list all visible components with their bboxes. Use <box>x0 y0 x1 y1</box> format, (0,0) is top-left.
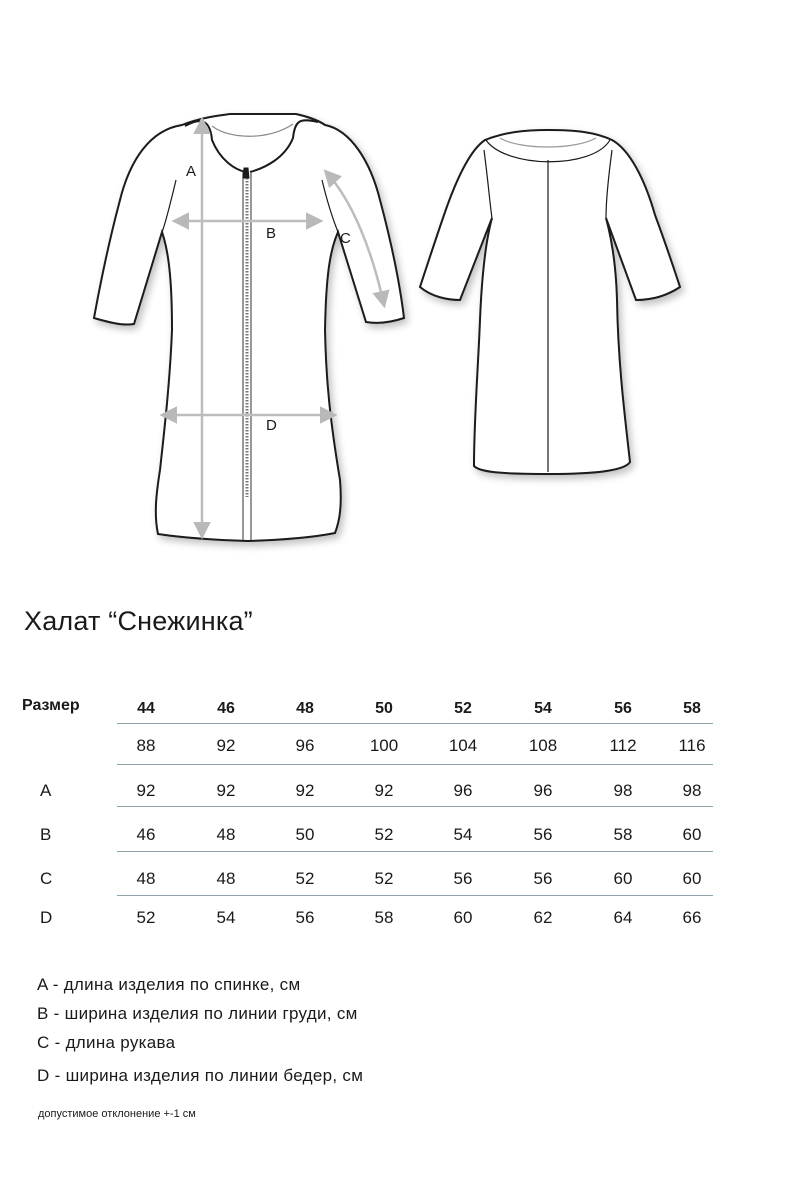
table-cell: 52 <box>374 869 394 888</box>
size-header-cell: 44 <box>137 700 155 717</box>
legend-d: D - ширина изделия по линии бедер, см <box>37 1066 364 1085</box>
table-cell: 96 <box>533 781 553 800</box>
table-rule <box>117 764 713 765</box>
table-cell: 60 <box>453 908 473 927</box>
legend-a: A - длина изделия по спинке, см <box>37 975 301 994</box>
garment-illustration <box>0 0 800 580</box>
girth-cell: 92 <box>216 736 236 755</box>
table-rule <box>117 895 713 896</box>
table-cell: 56 <box>533 869 553 888</box>
table-cell: 56 <box>295 908 315 927</box>
size-column-label: Размер <box>22 697 80 714</box>
back-view <box>420 130 680 474</box>
table-cell: 54 <box>216 908 236 927</box>
table-cell: 92 <box>136 781 156 800</box>
size-header-cell: 56 <box>614 700 632 717</box>
legend-b: B - ширина изделия по линии груди, см <box>37 1004 358 1023</box>
table-cell: 66 <box>682 908 702 927</box>
table-cell: 98 <box>613 781 633 800</box>
table-cell: 56 <box>533 825 553 844</box>
girth-cell: 88 <box>136 736 156 755</box>
size-header-cell: 50 <box>375 700 393 717</box>
product-title: Халат “Снежинка” <box>24 606 253 636</box>
girth-cell: 116 <box>678 736 706 755</box>
back-body-outline <box>420 130 680 474</box>
table-cell: 60 <box>682 825 702 844</box>
girth-cell: 96 <box>295 736 315 755</box>
label-a: A <box>186 163 197 180</box>
table-rule <box>117 806 713 807</box>
zipper-pull <box>243 168 249 178</box>
row-label: D <box>40 908 53 927</box>
table-cell: 60 <box>613 869 633 888</box>
girth-cell: 108 <box>528 736 558 755</box>
table-cell: 48 <box>216 825 236 844</box>
table-rule <box>117 851 713 852</box>
table-cell: 92 <box>374 781 394 800</box>
table-cell: 98 <box>682 781 702 800</box>
size-header-cell: 54 <box>534 700 552 717</box>
table-cell: 52 <box>374 825 394 844</box>
table-cell: 48 <box>216 869 236 888</box>
label-b: B <box>266 225 277 242</box>
girth-cell: 104 <box>448 736 478 755</box>
table-cell: 62 <box>533 908 553 927</box>
girth-cell: 112 <box>609 736 637 755</box>
table-cell: 54 <box>453 825 473 844</box>
table-cell: 52 <box>136 908 156 927</box>
size-header-cell: 58 <box>683 700 701 717</box>
row-label: A <box>40 781 52 800</box>
table-cell: 60 <box>682 869 702 888</box>
table-cell: 58 <box>374 908 394 927</box>
table-cell: 50 <box>295 825 315 844</box>
table-rule <box>117 723 713 724</box>
size-header-cell: 48 <box>296 700 314 717</box>
tolerance-footnote: допустимое отклонение +-1 см <box>38 1108 196 1120</box>
row-label: C <box>40 869 53 888</box>
table-cell: 92 <box>295 781 315 800</box>
row-label: B <box>40 825 52 844</box>
table-cell: 58 <box>613 825 633 844</box>
table-cell: 46 <box>136 825 156 844</box>
label-d: D <box>266 417 277 434</box>
girth-cell: 100 <box>369 736 399 755</box>
table-cell: 96 <box>453 781 473 800</box>
label-c: C <box>340 230 351 247</box>
table-cell: 48 <box>136 869 156 888</box>
table-cell: 92 <box>216 781 236 800</box>
table-cell: 56 <box>453 869 473 888</box>
legend-c: C - длина рукава <box>37 1033 176 1052</box>
size-header-cell: 46 <box>217 700 235 717</box>
size-header-cell: 52 <box>454 700 472 717</box>
table-cell: 52 <box>295 869 315 888</box>
table-cell: 64 <box>613 908 633 927</box>
